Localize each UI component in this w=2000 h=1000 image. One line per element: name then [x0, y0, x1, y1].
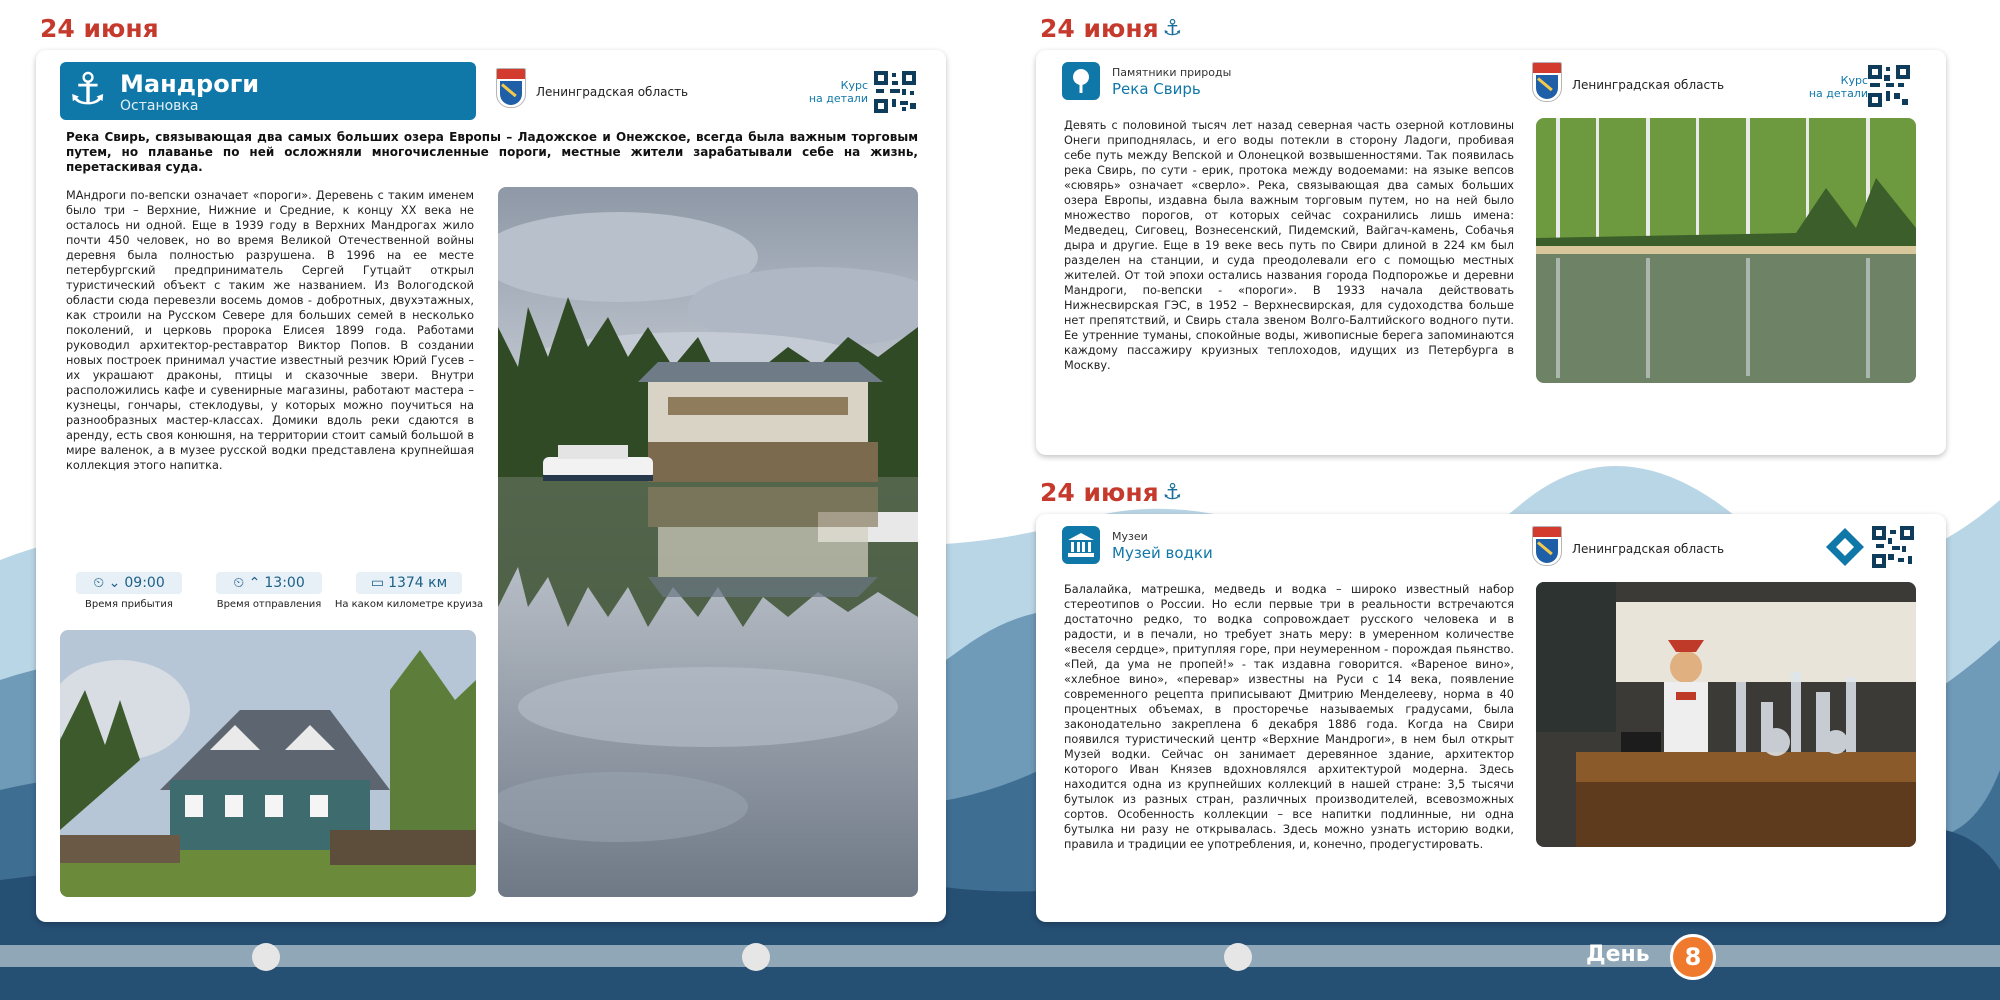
boat-reflection-photo [498, 187, 918, 897]
coat-of-arms-icon [1532, 62, 1562, 102]
cruise-km: 1374 км [388, 575, 448, 591]
date-text: 24 июня [40, 14, 159, 43]
coat-of-arms-icon [496, 68, 526, 108]
day-number-badge: 8 [1670, 934, 1716, 980]
stop-subtitle: Остановка [120, 98, 199, 114]
place-name: Музей водки [1112, 544, 1213, 562]
anchor-icon: ⚓ [1162, 16, 1183, 41]
qr-code-icon[interactable] [1868, 65, 1910, 107]
arrival-caption: Время прибытия [85, 599, 173, 610]
region-label: Ленинградская область [1572, 542, 1725, 556]
body-paragraph: Балалайка, матрешка, медведь и водка – широко известный набор стереотипов о России. Но если первые три в реальности встречаются достаточно редко, то водка сопровождает русского человека и в радости, и в печали, но требует знать меру: в умеренном количестве «веселя сердце», притупляя горе, при неумеренном - порождая пьянство. «Пей, да ума не пропей!» - так издавна говорится. «Вареное вино», «хлебное вино», «перевар» известны на Руси с 14 века, появление современного рецепта приписывают Дмитрию Менделееву, норма в 40 процентных объемах, в просторечье называемых градусами, была законодательно закреплена 6 декабря 1886 года. Когда на Свири появился туристический центр «Верхние Мандроги», в нем был открыт Музей водки. Сейчас он занимает деревянное здание, архитектор которого Иван Князев вдохновлялся архитектурой модерна. Здесь находится одна из крупнейших коллекций в нашей стране: 3,5 тысячи бутылок из разных стран, различных производителей, всевозможных сортов. Особенность коллекции – все напитки подлинные, ни одна бутылка ни разу не открывалась. Здесь можно узнать историю водки, правила и традиции ее употребления, и, конечно, продегустировать. [1064, 583, 1514, 851]
date-heading [1040, 478, 1182, 507]
anchor-icon: ⚓ [1162, 480, 1183, 505]
region-label: Ленинградская область [1572, 78, 1725, 92]
cruise-km-badge [356, 572, 462, 594]
region-label: Ленинградская область [536, 85, 689, 99]
place-name: Река Свирь [1112, 80, 1201, 98]
nature-card [1036, 50, 1946, 455]
qr-code-icon[interactable] [874, 71, 916, 113]
museum-icon [1062, 526, 1100, 564]
page-dot[interactable] [742, 943, 770, 971]
course-link[interactable]: Курс на детали [808, 79, 868, 105]
day-label: День [1586, 942, 1650, 967]
museum-card [1036, 514, 1946, 922]
diamond-logo-icon [1826, 528, 1864, 566]
date-text: 24 июня [1040, 478, 1159, 507]
arrival-time: 09:00 [124, 575, 165, 591]
date-text: 24 июня [1040, 14, 1159, 43]
lead-paragraph: Река Свирь, связывающая два самых больших озера Европы – Ладожское и Онежское, всегда была важным торговым путем, но плаванье по ней осложняли многочисленные пороги, местные жители зарабатывали себе на жизнь, перетаскивая суда. [66, 130, 918, 174]
clock-up-icon: ⏲ ⌃ [233, 575, 261, 591]
departure-caption: Время отправления [216, 599, 322, 610]
vodka-museum-photo [1536, 582, 1916, 847]
ruler-icon: ▭ [370, 575, 385, 591]
river-svir-photo [1536, 118, 1916, 383]
cruise-km-caption: На каком километре круиза [334, 599, 484, 610]
stop-banner [60, 62, 476, 120]
wooden-house-photo [60, 630, 476, 897]
date-heading [1040, 14, 1182, 43]
stop-card [36, 50, 946, 922]
tree-icon [1062, 62, 1100, 100]
coat-of-arms-icon [1532, 526, 1562, 566]
category-label: Музеи [1112, 530, 1148, 543]
arrival-time-badge [76, 572, 182, 594]
departure-time-badge [216, 572, 322, 594]
qr-code-icon[interactable] [1872, 526, 1914, 568]
clock-down-icon: ⏲ ⌄ [93, 575, 121, 591]
body-paragraph: МАндроги по-вепски означает «пороги». Деревень с таким именем было три – Верхние, Нижние и Средние, к концу XX века не осталось ни одной. Еще в 1939 году в Верхних Мандрогах жило почти 450 человек, но во время Великой Отечественной войны деревня была полностью разрушена. В 1996 на ее месте петербургский предприниматель Сергей Гутцайт открыл туристический объект с таким же названием. Из Вологодской области сюда перевезли восемь домов - добротных, двухэтажных, как строили на Русском Севере для больших семей в несколько поколений, и церковь пророка Елисея 1899 года. Работами руководил архитектор-реставратор Виктор Попов. В создании новых построек принимал участие известный резчик Юрий Гусев – их украшают драконы, птицы и сказочные звери. Внутри расположились кафе и сувенирные магазины, работают мастера – кузнецы, гончары, стеклодувы, у которых можно поучиться на разнообразных мастер-классах. Домики вдоль реки сдаются в аренду, есть своя конюшня, на территории стоит самый большой в мире валенок, а в музее русской водки представлена крупнейшая коллекция этого напитка. [66, 189, 474, 472]
course-link[interactable]: Курс на детали [1808, 74, 1868, 100]
body-paragraph: Девять с половиной тысяч лет назад северная часть озерной котловины Онеги приподнялась, и его воды потекли в сторону Ладоги, пробивая себе путь между Вепской и Олонецкой возвышенностями. Так появилась река Свирь, по сути - ерик, протока между водоемами: на языке вепсов «сювярь» означает «сверло». Река, связывающая два самых больших озера Европы, издавна была важным торговым путем, но на ней было множество порогов, от которых сейчас сохранились лишь имена: Медведец, Сиговец, Вознесенский, Пидемский, Вайгач-камень, Собачья дыра и другие. Еще в 19 веке весь путь по Свири длиной в 224 км был разделен на станции, и суда преодолевали его с помощью местных жителей. От той эпохи остались названия города Подпорожье и деревни Мандроги, по-вепски - «пороги». В 1933 начала действовать Нижнесвирская ГЭС, в 1952 – Верхнесвирская, для судоходства больше нет препятствий, и Свирь стала звеном Волго-Балтийского водного пути. Ее утренние туманы, спокойные воды, живописные берега запоминаются каждому пассажиру круизных теплоходов, идущих из Петербурга в Москву. [1064, 119, 1514, 372]
departure-time: 13:00 [264, 575, 305, 591]
stop-title: Мандроги [120, 70, 260, 98]
category-label: Памятники природы [1112, 66, 1232, 79]
anchor-icon: ⚓ [68, 64, 108, 115]
date-heading [40, 14, 159, 43]
page-dot[interactable] [252, 943, 280, 971]
page-dot[interactable] [1224, 943, 1252, 971]
